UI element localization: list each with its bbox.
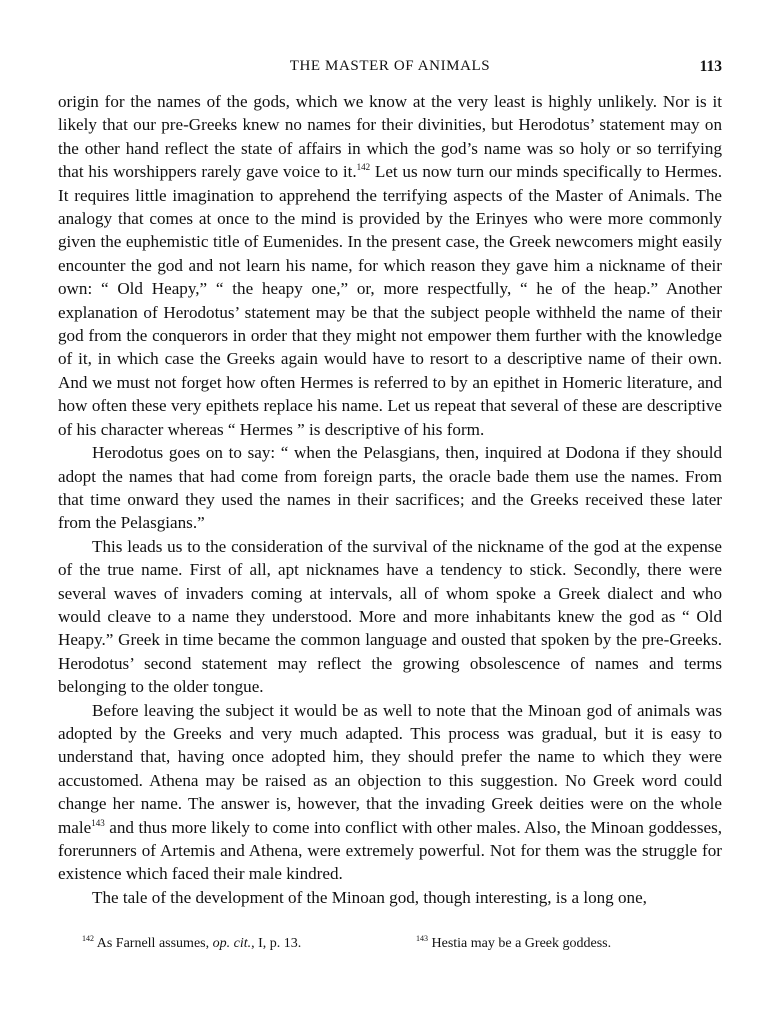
paragraph-2: Herodotus goes on to say: “ when the Pelasgians, then, inquired at Dodona if they should adopt the names that had come from foreign parts, the oracle bade them use the names. From that time onward they used the names in their sacrifices; and the Greeks received these later from the Pelasgians.”: [58, 443, 722, 533]
paragraph-4: [58, 699, 722, 886]
footnote-ref-142: 142: [356, 162, 371, 173]
footnote-143: [416, 935, 611, 953]
paragraph-3: This leads us to the consideration of the survival of the nickname of the god at the expense of the true name. First of all, apt nicknames have a tendency to stick. Secondly, there were several waves of invaders coming at intervals, all of whom spoke a Greek dialect and who would cleave to a name they understood. More and more inhabitants knew the god as “ Old Heapy.” Greek in time became the common language and ousted that spoken by the pre-Greeks. Herodotus’ second statement may reflect the growing obsolescence of names and terms belonging to the older tongue.: [58, 536, 722, 697]
footnote-142: [82, 935, 301, 953]
page-header: [58, 56, 722, 80]
paragraph-4-text-b: and thus more likely to come into conflict with other males. Also, the Minoan goddesses, forerunners of Artemis and Athena, were extremely powerful. Not for them was the struggle for existence which faced their male kindred.: [58, 817, 722, 884]
footnote-text: Hestia may be a Greek goddess.: [428, 936, 612, 951]
paragraph-1-text-a: origin for the names of the gods, which we know at the very least is highly unlikely. Nor is it likely that our pre-Greeks knew no names for their divinities, but Herodotus’ statement may on the other hand reflect the state of affairs in which the god’s name was so holy or so terrifying that his worshippers rarely gave voice to it.: [58, 92, 722, 182]
paragraph-1: [58, 90, 722, 441]
paragraph-5: The tale of the development of the Minoan god, though interesting, is a long one,: [92, 887, 647, 907]
footnote-number: 143: [416, 934, 428, 943]
footnote-citation: op. cit.: [212, 936, 252, 951]
footnote-ref-143: 143: [91, 817, 105, 828]
body-text: [58, 90, 722, 909]
footnote-text: As Farnell assumes,: [94, 936, 213, 951]
running-head: THE MASTER OF ANIMALS: [289, 58, 491, 74]
footnote-text: , I, p. 13.: [251, 936, 302, 951]
paragraph-1-text-b: Let us now turn our minds specifically to Hermes. It requires little imagination to apprehend the terrifying aspects of the Master of Animals. The analogy that comes at once to the mind is provided by the Erinyes who were more commonly given the euphemistic title of Eumenides. In the present case, the Greek newcomers might easily encounter the god and not learn his name, for which reason they gave him a nickname of their own: “ Old Heapy,” “ the heapy one,” or, more respectfully, “ he of the heap.” Another explanation of Herodotus’ statement may be that the subject people withheld the name of their god from the conquerors in order that they might not empower them further with the knowledge of it, in which case the Greeks again would have to resort to a descriptive name of their own. And we must not forget how often Hermes is referred to by an epithet in Homeric literature, and how often these very epithets replace his name. Let us repeat that several of these are descriptive of his character whereas “ Hermes ” is descriptive of his form.: [58, 162, 722, 439]
page-number: 113: [699, 58, 722, 75]
paragraph-4-text-a: Before leaving the subject it would be as well to note that the Minoan god of animals was adopted by the Greeks and very much adapted. This process was gradual, but it is easy to understand that, having once adopted him, they should prefer the name to which they were accustomed. Athena may be raised as an objection to this suggestion. No Greek word could change her name. The answer is, however, that the invading Greek deities were on the whole male: [58, 700, 722, 837]
footnote-number: 142: [82, 934, 94, 943]
